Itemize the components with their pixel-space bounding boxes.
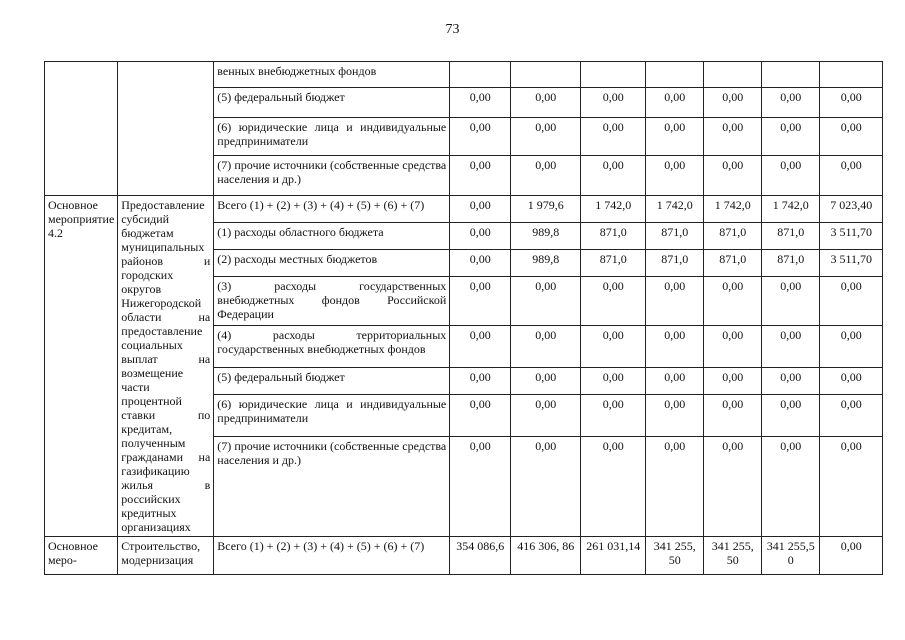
value-cell: 0,00 <box>646 277 704 326</box>
value-cell: 0,00 <box>581 326 646 368</box>
value-cell: 0,00 <box>450 277 511 326</box>
value-cell: 0,00 <box>450 223 511 250</box>
value-cell: 871,0 <box>581 250 646 277</box>
value-cell: 0,00 <box>820 326 883 368</box>
value-cell: 0,00 <box>450 250 511 277</box>
measure-label: Основное мероприятие 4.2 <box>45 196 118 537</box>
value-cell: 0,00 <box>646 118 704 156</box>
value-cell: 0,00 <box>704 88 762 118</box>
value-cell: 0,00 <box>820 156 883 196</box>
value-cell: 0,00 <box>820 277 883 326</box>
value-cell: 0,00 <box>581 395 646 437</box>
value-cell: 0,00 <box>646 436 704 536</box>
value-cell: 341 255, 50 <box>704 537 762 575</box>
value-cell: 0,00 <box>762 118 820 156</box>
value-cell <box>511 62 581 88</box>
value-cell: 0,00 <box>762 326 820 368</box>
source-cell: (7) прочие источники (собственные средства населения и др.) <box>214 436 450 536</box>
value-cell: 0,00 <box>450 368 511 395</box>
value-cell: 0,00 <box>646 88 704 118</box>
value-cell: 871,0 <box>704 223 762 250</box>
value-cell <box>704 62 762 88</box>
source-cell: (1) расходы областного бюджета <box>214 223 450 250</box>
value-cell: 0,00 <box>450 326 511 368</box>
page-number: 73 <box>445 22 460 37</box>
value-cell: 0,00 <box>511 88 581 118</box>
value-cell: 0,00 <box>511 436 581 536</box>
value-cell: 0,00 <box>820 88 883 118</box>
value-cell: 871,0 <box>762 223 820 250</box>
value-cell: 0,00 <box>511 395 581 437</box>
value-cell: 0,00 <box>450 436 511 536</box>
value-cell: 0,00 <box>762 156 820 196</box>
value-cell: 989,8 <box>511 223 581 250</box>
value-cell: 354 086,6 <box>450 537 511 575</box>
value-cell: 871,0 <box>704 250 762 277</box>
value-cell: 1 742,0 <box>762 196 820 223</box>
value-cell: 0,00 <box>450 395 511 437</box>
value-cell: 0,00 <box>646 368 704 395</box>
source-cell: (7) прочие источники (собственные средства населения и др.) <box>214 156 450 196</box>
value-cell: 0,00 <box>704 436 762 536</box>
value-cell: 3 511,70 <box>820 223 883 250</box>
value-cell: 871,0 <box>762 250 820 277</box>
value-cell: 1 742,0 <box>704 196 762 223</box>
value-cell: 0,00 <box>581 277 646 326</box>
value-cell: 0,00 <box>820 436 883 536</box>
source-cell: (4) расходы территориальных государственных внебюджетных фондов <box>214 326 450 368</box>
value-cell: 0,00 <box>646 156 704 196</box>
source-cell: (6) юридические лица и индивидуальные предприниматели <box>214 395 450 437</box>
source-cell: (5) федеральный бюджет <box>214 368 450 395</box>
value-cell: 1 742,0 <box>581 196 646 223</box>
value-cell: 0,00 <box>762 277 820 326</box>
value-cell: 0,00 <box>511 368 581 395</box>
value-cell: 0,00 <box>581 118 646 156</box>
value-cell: 0,00 <box>450 118 511 156</box>
table-row <box>45 196 883 223</box>
value-cell: 0,00 <box>581 88 646 118</box>
value-cell <box>450 62 511 88</box>
value-cell: 0,00 <box>704 395 762 437</box>
source-cell: (2) расходы местных бюджетов <box>214 250 450 277</box>
value-cell: 0,00 <box>450 196 511 223</box>
measure-description: Предоставление субсидий бюджетам муниципальных районов и городских округов Нижегородской области на предоставление социальных выплат на возмещение части процентной ставки по кредитам, полученным гражданами на газификацию жилья в российских кредитных организациях <box>118 196 214 537</box>
value-cell: 0,00 <box>581 368 646 395</box>
value-cell: 989,8 <box>511 250 581 277</box>
value-cell: 3 511,70 <box>820 250 883 277</box>
value-cell: 416 306, 86 <box>511 537 581 575</box>
table-row <box>45 62 883 88</box>
value-cell: 0,00 <box>646 326 704 368</box>
value-cell: 0,00 <box>704 118 762 156</box>
value-cell: 341 255,5 0 <box>762 537 820 575</box>
value-cell: 0,00 <box>820 118 883 156</box>
source-cell: Всего (1) + (2) + (3) + (4) + (5) + (6) + (7) <box>214 196 450 223</box>
measure-label: Основное меро- <box>45 537 118 575</box>
value-cell: 341 255, 50 <box>646 537 704 575</box>
value-cell: 0,00 <box>820 368 883 395</box>
value-cell <box>762 62 820 88</box>
value-cell: 871,0 <box>646 223 704 250</box>
measure-cell-empty <box>45 62 118 196</box>
source-cell: Всего (1) + (2) + (3) + (4) + (5) + (6) + (7) <box>214 537 450 575</box>
value-cell: 0,00 <box>511 118 581 156</box>
value-cell: 0,00 <box>762 395 820 437</box>
source-cell: (5) федеральный бюджет <box>214 88 450 118</box>
value-cell <box>581 62 646 88</box>
value-cell: 871,0 <box>581 223 646 250</box>
value-cell: 0,00 <box>704 368 762 395</box>
value-cell: 0,00 <box>762 368 820 395</box>
table-row <box>45 537 883 575</box>
value-cell: 0,00 <box>581 156 646 196</box>
value-cell: 0,00 <box>762 436 820 536</box>
value-cell: 0,00 <box>704 156 762 196</box>
value-cell: 0,00 <box>820 537 883 575</box>
value-cell: 0,00 <box>450 88 511 118</box>
value-cell: 0,00 <box>646 395 704 437</box>
value-cell <box>820 62 883 88</box>
value-cell: 1 979,6 <box>511 196 581 223</box>
value-cell: 871,0 <box>646 250 704 277</box>
value-cell: 0,00 <box>704 326 762 368</box>
value-cell <box>646 62 704 88</box>
source-cell: венных внебюджетных фондов <box>214 62 450 88</box>
budget-table <box>44 61 883 575</box>
value-cell: 0,00 <box>704 277 762 326</box>
value-cell: 0,00 <box>511 277 581 326</box>
value-cell: 0,00 <box>511 156 581 196</box>
value-cell: 0,00 <box>581 436 646 536</box>
value-cell: 0,00 <box>820 395 883 437</box>
value-cell: 7 023,40 <box>820 196 883 223</box>
source-cell: (6) юридические лица и индивидуальные предприниматели <box>214 118 450 156</box>
source-cell: (3) расходы государственных внебюджетных фондов Российской Федерации <box>214 277 450 326</box>
value-cell: 1 742,0 <box>646 196 704 223</box>
value-cell: 0,00 <box>762 88 820 118</box>
measure-description: Строительство, модернизация <box>118 537 214 575</box>
value-cell: 0,00 <box>450 156 511 196</box>
value-cell: 0,00 <box>511 326 581 368</box>
value-cell: 261 031,14 <box>581 537 646 575</box>
description-cell-empty <box>118 62 214 196</box>
